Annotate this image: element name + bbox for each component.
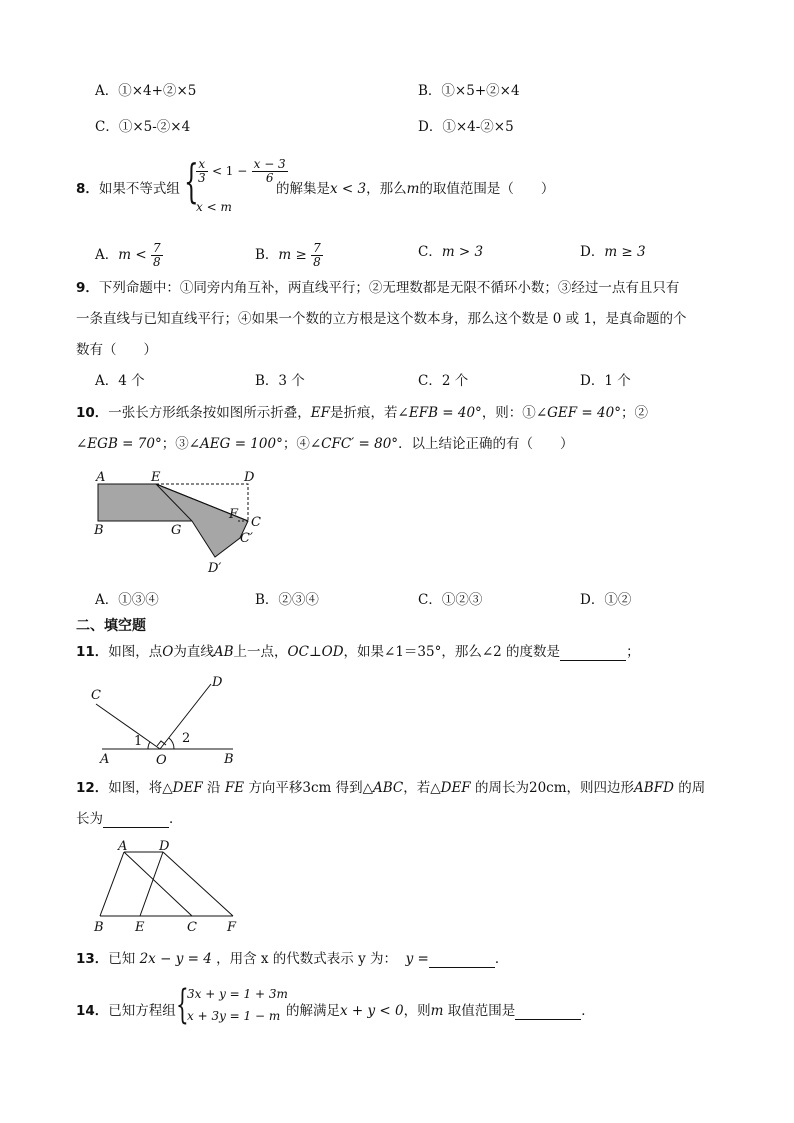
q8-frac1-den: 3 [198,171,206,185]
q9-line1: 9．下列命题中：①同旁内角互补，两直线平行；②无理数都是无限不循环小数；③经过一点有且只有 [76,280,680,296]
q8-ineq1-mid: < 1 − [211,164,248,178]
q14-stem-tail: 的解满足x + y < 0，则m 取值范围是 ． [286,1003,595,1019]
q12-label-c: C [187,920,197,935]
q11-label-c: C [91,688,101,703]
q12-label-a: A [118,839,128,854]
q9-option-a: A．4 个 [95,373,145,389]
q11-stem: 11．如图，点O为直线AB上一点，OC⊥OD，如果∠1＝35°，那么∠2 的度数是 ； [76,644,640,660]
q10-label-d-prime: D′ [208,561,222,576]
q7-option-a: A．①×4+②×5 [95,83,197,99]
q14-answer-blank[interactable] [515,1019,581,1020]
q12-translation-figure [88,838,248,938]
q8-frac2-num: x − 3 [253,157,286,171]
q10-option-a: A．①③④ [95,592,159,608]
q14-eq2: x + 3y = 1 − m [187,1009,281,1023]
q8-inequality-system [184,154,286,218]
q14-equation-system [176,982,288,1035]
q8-ineq2: x < m [196,200,232,214]
q10-label-f: F [229,507,239,522]
q12-line2: 长为 ． [76,811,183,827]
q14-eq1: 3x + y = 1 + 3m [187,987,288,1001]
q7-option-c: C．①×5-②×4 [95,119,191,135]
q11-right-angle-mark [157,741,166,746]
q8-brace: { [184,154,199,208]
q8-frac1-num: x [196,158,208,172]
q12-segment-ab [100,852,124,916]
q12-label-b: B [94,920,104,935]
q8-condition: x < 3 [330,181,367,197]
q10-label-g: G [171,523,182,538]
q10-line1: 10．一张长方形纸条按如图所示折叠，EF是折痕，若∠EFB = 40°，则：①∠GEF = 40°；② [76,405,648,421]
q11-label-d: D [212,675,223,690]
q11-label-o: O [156,753,167,767]
q11-angle-figure [88,672,248,767]
q8-tail1: 的解集是 [276,181,330,197]
q12-segment-de [140,852,163,916]
q11-label-a: A [100,752,110,767]
q12-segment-ac [124,852,192,916]
q10-label-c-prime: C′ [240,531,253,546]
q8-option-d: D．m ≥ 3 [580,244,646,260]
q8-option-b: B．m ≥ $\frac{7}{8}$ [255,241,321,269]
q8-tail2: ，那么 [366,181,407,197]
q9-option-d: D．1 个 [580,373,631,389]
q12-label-f: F [227,920,237,935]
q10-label-e: E [151,470,161,485]
q8-stem [76,180,180,198]
q14-brace: { [176,982,189,1028]
q11-ray-oc [96,704,160,749]
q13-stem: 13．已知 2x − y = 4 ，用含 x 的代数式表示 y 为： y = ． [76,951,509,967]
q8-number: 8． [76,181,99,197]
q8-option-a: A．m < $\frac{7}{8}$ [95,241,161,269]
q7-option-b: B．①×5+②×4 [418,83,520,99]
q8-tail3: 的取值范围是（ ） [419,181,555,197]
q8-var: m [406,181,420,197]
q10-label-b: B [94,523,104,538]
q9-option-c: C．2 个 [418,373,469,389]
q7-option-d: D．①×4-②×5 [418,119,514,135]
section-fill-in-heading: 二、填空题 [76,618,146,634]
q14-lead: 14．已知方程组 [76,1003,176,1019]
q9-line3: 数有（ ） [76,342,157,358]
q8-option-c: C．m > 3 [418,244,484,260]
q10-option-d: D．①② [580,592,632,608]
q10-label-a: A [96,470,106,485]
q11-label-angle1: 1 [134,734,143,749]
q10-line2: ∠EGB = 70°；③∠AEG = 100°；④∠CFC′ = 80°．以上结论正确的有（ ） [76,436,574,452]
q8-frac2-den: 6 [265,171,274,185]
q11-label-angle2: 2 [182,731,191,746]
q9-option-b: B．3 个 [255,373,305,389]
q12-segment-df [163,852,233,916]
q12-label-e: E [135,920,145,935]
q10-label-d: D [244,470,255,485]
q9-line2: 一条直线与已知直线平行；④如果一个数的立方根是这个数本身，那么这个数是 0 或 1，是真命题的个 [76,311,687,327]
q10-option-b: B．②③④ [255,592,319,608]
q12-line1: 12．如图，将△DEF 沿 FE 方向平移3cm 得到△ABC，若△DEF 的周长为20cm，则四边形ABFD 的周 [76,780,706,796]
q10-label-c: C [251,515,261,530]
q13-answer-blank[interactable] [429,967,495,968]
q11-label-b: B [224,752,234,767]
q8-stem-tail [276,180,554,198]
q11-answer-blank[interactable] [560,660,626,661]
q12-label-d: D [159,839,170,854]
q12-answer-blank[interactable] [103,827,169,828]
q8-lead: 如果不等式组 [98,181,180,197]
q10-folding-figure [88,466,278,578]
q10-option-c: C．①②③ [418,592,483,608]
